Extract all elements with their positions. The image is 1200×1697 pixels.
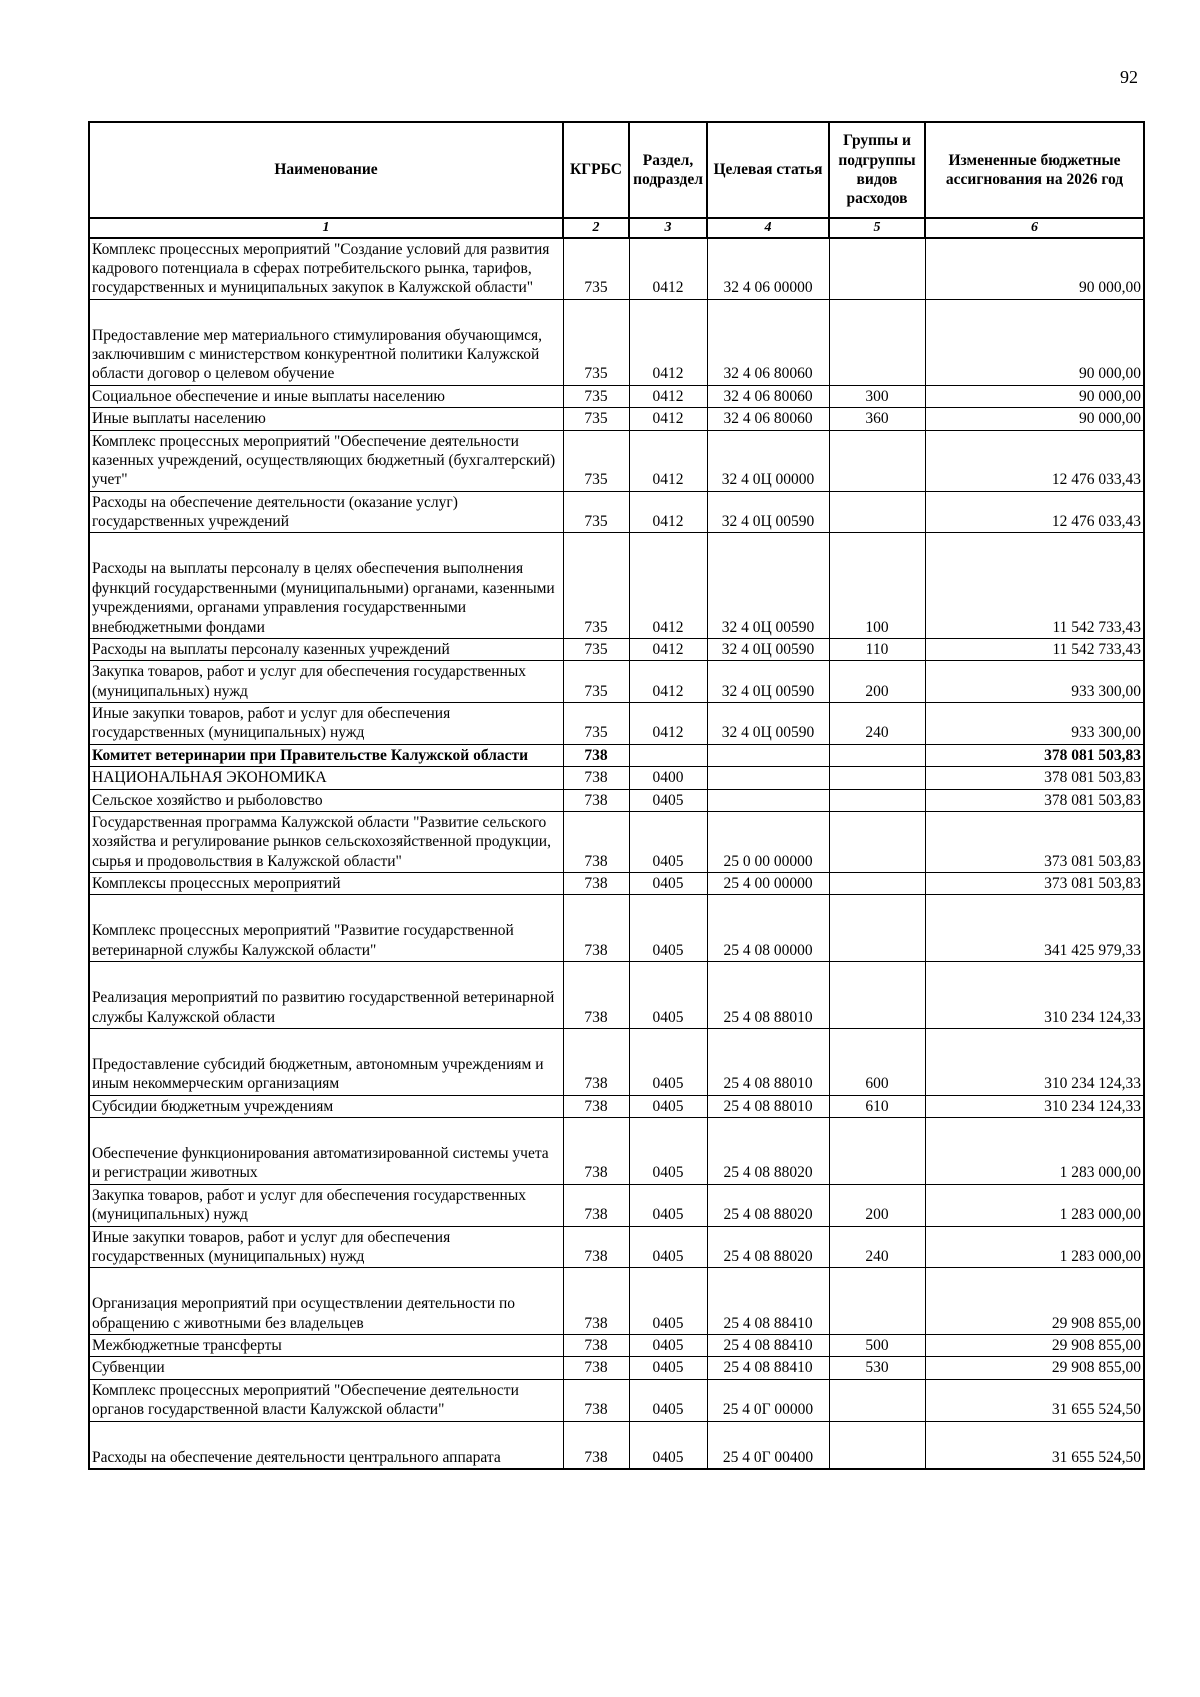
cell-section: 0412: [629, 299, 707, 385]
cell-expense-group: 300: [829, 385, 925, 407]
cell-amount: 31 655 524,50: [925, 1379, 1144, 1421]
cell-amount: 310 234 124,33: [925, 1095, 1144, 1117]
cell-amount: 90 000,00: [925, 299, 1144, 385]
table-row: [89, 811, 1144, 872]
table-row: [89, 1379, 1144, 1421]
cell-section: 0412: [629, 638, 707, 660]
table-row: [89, 767, 1144, 789]
cell-kgrbs: 735: [563, 638, 629, 660]
cell-article: 32 4 06 80060: [707, 299, 829, 385]
cell-kgrbs: 735: [563, 533, 629, 639]
table-row: [89, 744, 1144, 766]
column-number: 4: [707, 218, 829, 238]
cell-amount: 11 542 733,43: [925, 638, 1144, 660]
cell-section: 0405: [629, 962, 707, 1029]
cell-amount: 378 081 503,83: [925, 789, 1144, 811]
cell-kgrbs: 735: [563, 661, 629, 703]
cell-amount: 31 655 524,50: [925, 1421, 1144, 1469]
cell-amount: 11 542 733,43: [925, 533, 1144, 639]
cell-section: 0412: [629, 385, 707, 407]
cell-amount: 378 081 503,83: [925, 767, 1144, 789]
cell-expense-group: [829, 1421, 925, 1469]
cell-article: 25 4 08 88410: [707, 1268, 829, 1335]
table-row: [89, 491, 1144, 533]
cell-amount: 378 081 503,83: [925, 744, 1144, 766]
cell-kgrbs: 735: [563, 408, 629, 430]
cell-kgrbs: 738: [563, 1357, 629, 1379]
table-row: [89, 385, 1144, 407]
cell-expense-group: 530: [829, 1357, 925, 1379]
cell-kgrbs: 738: [563, 895, 629, 962]
table-row: [89, 638, 1144, 660]
cell-section: 0405: [629, 789, 707, 811]
cell-article: 25 4 08 88010: [707, 1028, 829, 1095]
cell-amount: 90 000,00: [925, 385, 1144, 407]
column-number: 5: [829, 218, 925, 238]
cell-kgrbs: 735: [563, 238, 629, 300]
cell-section: 0412: [629, 238, 707, 300]
cell-kgrbs: 738: [563, 962, 629, 1029]
cell-article: 25 4 08 88010: [707, 962, 829, 1029]
cell-amount: 933 300,00: [925, 703, 1144, 745]
cell-article: 25 4 08 88020: [707, 1226, 829, 1268]
cell-name: Социальное обеспечение и иные выплаты населению: [89, 385, 563, 407]
cell-article: 25 0 00 00000: [707, 811, 829, 872]
cell-section: 0412: [629, 661, 707, 703]
cell-amount: 29 908 855,00: [925, 1357, 1144, 1379]
cell-expense-group: [829, 1379, 925, 1421]
cell-amount: 373 081 503,83: [925, 873, 1144, 895]
cell-section: 0412: [629, 408, 707, 430]
cell-name: Субсидии бюджетным учреждениям: [89, 1095, 563, 1117]
cell-expense-group: 360: [829, 408, 925, 430]
cell-section: 0405: [629, 1268, 707, 1335]
cell-amount: 90 000,00: [925, 238, 1144, 300]
cell-name: Иные закупки товаров, работ и услуг для обеспечения государственных (муниципальных) нужд: [89, 1226, 563, 1268]
cell-expense-group: 100: [829, 533, 925, 639]
cell-amount: 12 476 033,43: [925, 491, 1144, 533]
cell-article: 32 4 0Ц 00590: [707, 533, 829, 639]
cell-section: 0405: [629, 873, 707, 895]
cell-name: Комитет ветеринарии при Правительстве Калужской области: [89, 744, 563, 766]
cell-expense-group: [829, 430, 925, 491]
cell-expense-group: [829, 767, 925, 789]
table-row: [89, 1335, 1144, 1357]
cell-section: 0405: [629, 1357, 707, 1379]
cell-section: 0412: [629, 430, 707, 491]
column-number: 3: [629, 218, 707, 238]
cell-name: Предоставление субсидий бюджетным, автономным учреждениям и иным некоммерческим организациям: [89, 1028, 563, 1095]
cell-kgrbs: 738: [563, 1118, 629, 1185]
column-header-kgrbs: КГРБС: [563, 122, 629, 218]
column-number: 1: [89, 218, 563, 238]
cell-name: Государственная программа Калужской области "Развитие сельского хозяйства и регулирование рынков сельскохозяйственной продукции, сырья и продовольствия в Калужской области": [89, 811, 563, 872]
cell-section: 0405: [629, 1028, 707, 1095]
cell-amount: 373 081 503,83: [925, 811, 1144, 872]
column-header-amount: Измененные бюджетные ассигнования на 2026 год: [925, 122, 1144, 218]
cell-expense-group: 110: [829, 638, 925, 660]
cell-kgrbs: 735: [563, 703, 629, 745]
cell-expense-group: 500: [829, 1335, 925, 1357]
cell-kgrbs: 738: [563, 1028, 629, 1095]
table-row: [89, 789, 1144, 811]
cell-name: Организация мероприятий при осуществлении деятельности по обращению с животными без владельцев: [89, 1268, 563, 1335]
cell-name: Комплекс процессных мероприятий "Создание условий для развития кадрового потенциала в сферах потребительского рынка, тарифов, государственных и муниципальных закупок в Калужской области": [89, 238, 563, 300]
cell-section: 0405: [629, 1335, 707, 1357]
table-row: [89, 408, 1144, 430]
cell-expense-group: [829, 491, 925, 533]
table-row: [89, 962, 1144, 1029]
cell-name: Закупка товаров, работ и услуг для обеспечения государственных (муниципальных) нужд: [89, 661, 563, 703]
cell-amount: 1 283 000,00: [925, 1118, 1144, 1185]
cell-kgrbs: 738: [563, 1184, 629, 1226]
cell-expense-group: 610: [829, 1095, 925, 1117]
cell-section: 0412: [629, 533, 707, 639]
cell-amount: 90 000,00: [925, 408, 1144, 430]
cell-expense-group: 240: [829, 1226, 925, 1268]
table-row: [89, 1028, 1144, 1095]
cell-kgrbs: 738: [563, 1095, 629, 1117]
column-header-section: Раздел, подраздел: [629, 122, 707, 218]
cell-article: 32 4 06 00000: [707, 238, 829, 300]
cell-name: Иные выплаты населению: [89, 408, 563, 430]
cell-article: 25 4 08 00000: [707, 895, 829, 962]
cell-name: Реализация мероприятий по развитию государственной ветеринарной службы Калужской области: [89, 962, 563, 1029]
cell-article: [707, 767, 829, 789]
table-row: [89, 1118, 1144, 1185]
cell-expense-group: [829, 1268, 925, 1335]
cell-section: 0405: [629, 1095, 707, 1117]
cell-article: 25 4 08 88010: [707, 1095, 829, 1117]
cell-expense-group: [829, 744, 925, 766]
cell-amount: 310 234 124,33: [925, 962, 1144, 1029]
cell-kgrbs: 738: [563, 1268, 629, 1335]
cell-expense-group: [829, 873, 925, 895]
cell-article: 25 4 00 00000: [707, 873, 829, 895]
column-number: 6: [925, 218, 1144, 238]
cell-name: Межбюджетные трансферты: [89, 1335, 563, 1357]
cell-amount: 933 300,00: [925, 661, 1144, 703]
cell-section: 0405: [629, 811, 707, 872]
cell-name: Субвенции: [89, 1357, 563, 1379]
cell-kgrbs: 738: [563, 744, 629, 766]
cell-section: 0405: [629, 895, 707, 962]
cell-expense-group: [829, 238, 925, 300]
cell-expense-group: 600: [829, 1028, 925, 1095]
cell-kgrbs: 738: [563, 789, 629, 811]
cell-article: 32 4 06 80060: [707, 408, 829, 430]
cell-article: [707, 744, 829, 766]
column-number: 2: [563, 218, 629, 238]
cell-section: 0412: [629, 491, 707, 533]
cell-article: 32 4 0Ц 00590: [707, 638, 829, 660]
cell-expense-group: 200: [829, 661, 925, 703]
table-row: [89, 299, 1144, 385]
cell-section: 0400: [629, 767, 707, 789]
cell-kgrbs: 735: [563, 430, 629, 491]
cell-name: НАЦИОНАЛЬНАЯ ЭКОНОМИКА: [89, 767, 563, 789]
cell-name: Комплекс процессных мероприятий "Развитие государственной ветеринарной службы Калужской области": [89, 895, 563, 962]
cell-kgrbs: 735: [563, 491, 629, 533]
cell-expense-group: [829, 962, 925, 1029]
table-row: [89, 873, 1144, 895]
cell-kgrbs: 738: [563, 1226, 629, 1268]
cell-kgrbs: 738: [563, 873, 629, 895]
table-row: [89, 1095, 1144, 1117]
table-row: [89, 1184, 1144, 1226]
table-header: [89, 122, 1144, 238]
cell-section: 0412: [629, 703, 707, 745]
cell-name: Расходы на выплаты персоналу в целях обеспечения выполнения функций государственными (муниципальными) органами, казенными учреждениями, органами управления государственными внебюджетными фондами: [89, 533, 563, 639]
page-number: 92: [1120, 67, 1138, 87]
cell-section: 0405: [629, 1226, 707, 1268]
cell-name: Закупка товаров, работ и услуг для обеспечения государственных (муниципальных) нужд: [89, 1184, 563, 1226]
cell-amount: 1 283 000,00: [925, 1226, 1144, 1268]
cell-amount: 29 908 855,00: [925, 1335, 1144, 1357]
cell-amount: 1 283 000,00: [925, 1184, 1144, 1226]
cell-section: 0405: [629, 1118, 707, 1185]
cell-section: [629, 744, 707, 766]
table-row: [89, 1421, 1144, 1469]
cell-expense-group: [829, 895, 925, 962]
cell-expense-group: 240: [829, 703, 925, 745]
cell-kgrbs: 735: [563, 299, 629, 385]
cell-name: Расходы на обеспечение деятельности центрального аппарата: [89, 1421, 563, 1469]
cell-article: 25 4 0Г 00400: [707, 1421, 829, 1469]
cell-name: Сельское хозяйство и рыболовство: [89, 789, 563, 811]
cell-amount: 29 908 855,00: [925, 1268, 1144, 1335]
cell-kgrbs: 738: [563, 1421, 629, 1469]
cell-name: Комплекс процессных мероприятий "Обеспечение деятельности органов государственной власти Калужской области": [89, 1379, 563, 1421]
cell-name: Расходы на обеспечение деятельности (оказание услуг) государственных учреждений: [89, 491, 563, 533]
cell-expense-group: [829, 811, 925, 872]
table-row: [89, 238, 1144, 300]
cell-article: [707, 789, 829, 811]
table-row: [89, 1226, 1144, 1268]
cell-expense-group: [829, 789, 925, 811]
column-header-article: Целевая статья: [707, 122, 829, 218]
cell-article: 25 4 0Г 00000: [707, 1379, 829, 1421]
cell-name: Комплекс процессных мероприятий "Обеспечение деятельности казенных учреждений, осуществляющих бюджетный (бухгалтерский) учет": [89, 430, 563, 491]
cell-amount: 341 425 979,33: [925, 895, 1144, 962]
budget-table: [88, 121, 1145, 1470]
cell-article: 32 4 0Ц 00590: [707, 491, 829, 533]
cell-name: Расходы на выплаты персоналу казенных учреждений: [89, 638, 563, 660]
column-header-name: Наименование: [89, 122, 563, 218]
cell-article: 32 4 0Ц 00590: [707, 661, 829, 703]
cell-kgrbs: 738: [563, 1379, 629, 1421]
cell-kgrbs: 738: [563, 1335, 629, 1357]
cell-section: 0405: [629, 1184, 707, 1226]
cell-expense-group: [829, 1118, 925, 1185]
cell-article: 25 4 08 88410: [707, 1357, 829, 1379]
table-row: [89, 1357, 1144, 1379]
cell-name: Комплексы процессных мероприятий: [89, 873, 563, 895]
cell-article: 25 4 08 88020: [707, 1184, 829, 1226]
cell-section: 0405: [629, 1421, 707, 1469]
table-row: [89, 661, 1144, 703]
table-row: [89, 1268, 1144, 1335]
cell-article: 32 4 06 80060: [707, 385, 829, 407]
table-row: [89, 533, 1144, 639]
table-body: [89, 238, 1144, 1469]
cell-expense-group: 200: [829, 1184, 925, 1226]
cell-kgrbs: 738: [563, 767, 629, 789]
cell-name: Иные закупки товаров, работ и услуг для обеспечения государственных (муниципальных) нужд: [89, 703, 563, 745]
table-row: [89, 703, 1144, 745]
cell-article: 32 4 0Ц 00590: [707, 703, 829, 745]
cell-kgrbs: 735: [563, 385, 629, 407]
column-header-expense-group: Группы и подгруппы видов расходов: [829, 122, 925, 218]
table-row: [89, 895, 1144, 962]
cell-expense-group: [829, 299, 925, 385]
cell-amount: 12 476 033,43: [925, 430, 1144, 491]
cell-amount: 310 234 124,33: [925, 1028, 1144, 1095]
cell-article: 32 4 0Ц 00000: [707, 430, 829, 491]
cell-name: Предоставление мер материального стимулирования обучающимся, заключившим с министерством конкурентной политики Калужской области договор о целевом обучение: [89, 299, 563, 385]
cell-section: 0405: [629, 1379, 707, 1421]
cell-name: Обеспечение функционирования автоматизированной системы учета и регистрации животных: [89, 1118, 563, 1185]
cell-article: 25 4 08 88410: [707, 1335, 829, 1357]
cell-article: 25 4 08 88020: [707, 1118, 829, 1185]
table-row: [89, 430, 1144, 491]
cell-kgrbs: 738: [563, 811, 629, 872]
